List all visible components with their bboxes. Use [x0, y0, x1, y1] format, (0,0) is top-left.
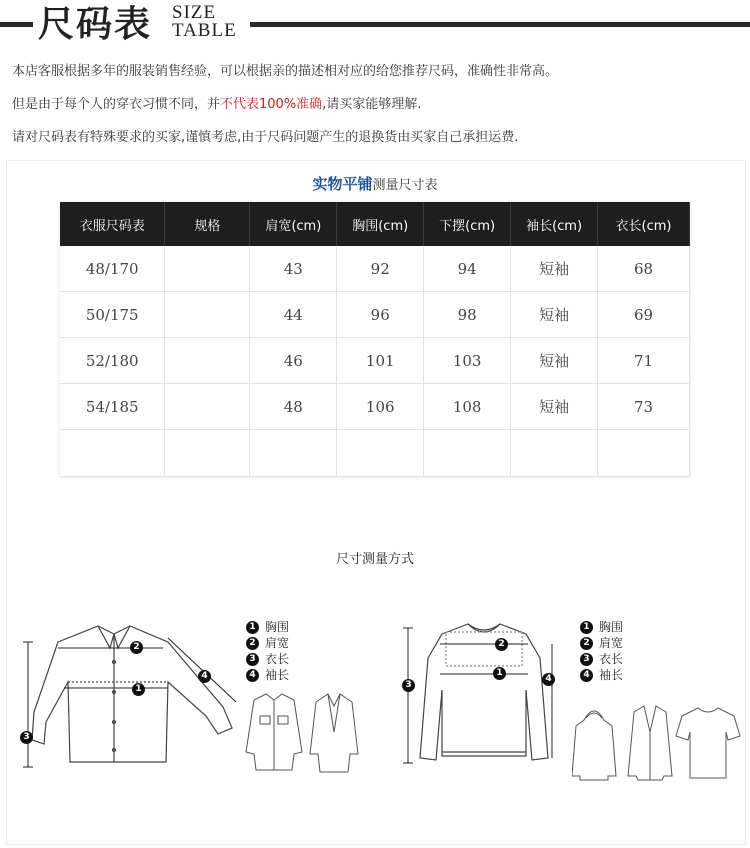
- table-cell: [165, 430, 250, 477]
- legend-number: 3: [246, 653, 259, 666]
- page-title-english: [172, 4, 237, 40]
- legend-label: 肩宽: [599, 636, 624, 650]
- table-row: [60, 384, 690, 430]
- legend-item: [246, 635, 289, 651]
- marker-shoulder: 2: [495, 638, 508, 651]
- table-row-empty: [60, 430, 690, 477]
- table-title-highlight: 实物平铺: [312, 175, 373, 193]
- marker-chest: 1: [132, 683, 145, 696]
- table-header-cell: 袖长(cm): [511, 202, 598, 246]
- legend-label: 胸围: [599, 620, 624, 634]
- legend-label: 胸围: [265, 620, 290, 634]
- page-header: [0, 0, 750, 50]
- table-cell: 46: [250, 338, 337, 384]
- legend-label: 袖长: [265, 668, 290, 682]
- legend-number: 4: [246, 669, 259, 682]
- table-cell: 101: [337, 338, 424, 384]
- table-cell: 71: [598, 338, 690, 384]
- table-cell: 43: [250, 246, 337, 292]
- table-row: [60, 338, 690, 384]
- table-cell: [165, 384, 250, 430]
- note-line-1: 本店客服根据多年的服装销售经验，可以根据亲的描述相对应的给您推荐尺码，准确性非常高。: [12, 64, 559, 79]
- table-header-cell: 下摆(cm): [424, 202, 511, 246]
- table-cell: 92: [337, 246, 424, 292]
- table-cell: 48: [250, 384, 337, 430]
- note-line-3: 请对尺码表有特殊要求的买家,谨慎考虑,由于尺码问题产生的退换货由买家自己承担运费.: [12, 130, 519, 145]
- header-rule-right: [250, 22, 750, 27]
- table-cell: 69: [598, 292, 690, 338]
- table-cell: 73: [598, 384, 690, 430]
- legend-label: 袖长: [599, 668, 624, 682]
- sweater-measurement-illustration: [400, 618, 560, 770]
- table-cell: 103: [424, 338, 511, 384]
- note-line-2-start: 但是由于每个人的穿衣习惯不同，并: [12, 97, 221, 112]
- table-cell: 98: [424, 292, 511, 338]
- table-cell: 48/170: [60, 246, 165, 292]
- legend-item: [580, 619, 623, 635]
- legend-number: 1: [246, 621, 259, 634]
- content-panel-top-border: [6, 160, 744, 161]
- legend-item: [246, 619, 289, 635]
- legend-number: 2: [580, 637, 593, 650]
- table-row: [60, 246, 690, 292]
- table-cell: 短袖: [511, 292, 598, 338]
- table-header-cell: 衣服尺码表: [60, 202, 165, 246]
- page-title: 尺码表: [38, 3, 153, 45]
- table-cell: 96: [337, 292, 424, 338]
- table-cell: 68: [598, 246, 690, 292]
- table-header-cell: 衣长(cm): [598, 202, 690, 246]
- title-en-line1: SIZE: [172, 2, 217, 23]
- marker-sleeve: 4: [198, 670, 211, 683]
- legend-left: [246, 619, 289, 683]
- note-line-2-highlight: 不代表100%准确: [220, 97, 323, 112]
- legend-number: 3: [580, 653, 593, 666]
- marker-length: 3: [402, 679, 415, 692]
- legend-label: 肩宽: [265, 636, 290, 650]
- table-cell: [165, 338, 250, 384]
- table-title-rest: 测量尺寸表: [372, 178, 438, 193]
- legend-label: 衣长: [265, 652, 290, 666]
- table-header-row: [60, 202, 690, 246]
- note-line-2-end: ,请买家能够理解.: [322, 97, 422, 112]
- legend-number: 1: [580, 621, 593, 634]
- legend-number: 4: [580, 669, 593, 682]
- header-rule-left: [0, 22, 33, 27]
- shirt-measurement-illustration: [18, 612, 243, 782]
- table-cell: 短袖: [511, 246, 598, 292]
- note-line-2: [12, 95, 742, 114]
- marker-length: 3: [20, 731, 33, 744]
- marker-sleeve: 4: [542, 673, 555, 686]
- legend-item: [580, 635, 623, 651]
- legend-label: 衣长: [599, 652, 624, 666]
- table-cell: [165, 292, 250, 338]
- table-cell: 短袖: [511, 338, 598, 384]
- legend-right: [580, 619, 623, 683]
- table-title: [0, 173, 750, 194]
- table-header-cell: 肩宽(cm): [250, 202, 337, 246]
- table-cell: 44: [250, 292, 337, 338]
- measure-title: 尺寸测量方式: [335, 552, 414, 567]
- table-cell: 94: [424, 246, 511, 292]
- legend-item: [580, 651, 623, 667]
- legend-number: 2: [246, 637, 259, 650]
- table-header-cell: 胸围(cm): [337, 202, 424, 246]
- title-en-line2: TABLE: [172, 20, 237, 41]
- table-cell: [250, 430, 337, 477]
- table-row: [60, 292, 690, 338]
- marker-chest: 1: [493, 667, 506, 680]
- legend-item: [246, 651, 289, 667]
- table-cell: 52/180: [60, 338, 165, 384]
- table-cell: 106: [337, 384, 424, 430]
- table-cell: [165, 246, 250, 292]
- top-thumbnails: [572, 702, 742, 782]
- jacket-thumbnails: [236, 692, 361, 774]
- table-cell: 108: [424, 384, 511, 430]
- legend-item: [580, 667, 623, 683]
- legend-item: [246, 667, 289, 683]
- table-cell: 短袖: [511, 384, 598, 430]
- table-cell: 50/175: [60, 292, 165, 338]
- size-table: [60, 202, 690, 477]
- table-header-cell: 规格: [165, 202, 250, 246]
- marker-shoulder: 2: [130, 641, 143, 654]
- table-cell: [511, 430, 598, 477]
- table-cell: [60, 430, 165, 477]
- table-cell: [598, 430, 690, 477]
- table-cell: 54/185: [60, 384, 165, 430]
- table-cell: [424, 430, 511, 477]
- table-cell: [337, 430, 424, 477]
- size-notes: [12, 62, 742, 161]
